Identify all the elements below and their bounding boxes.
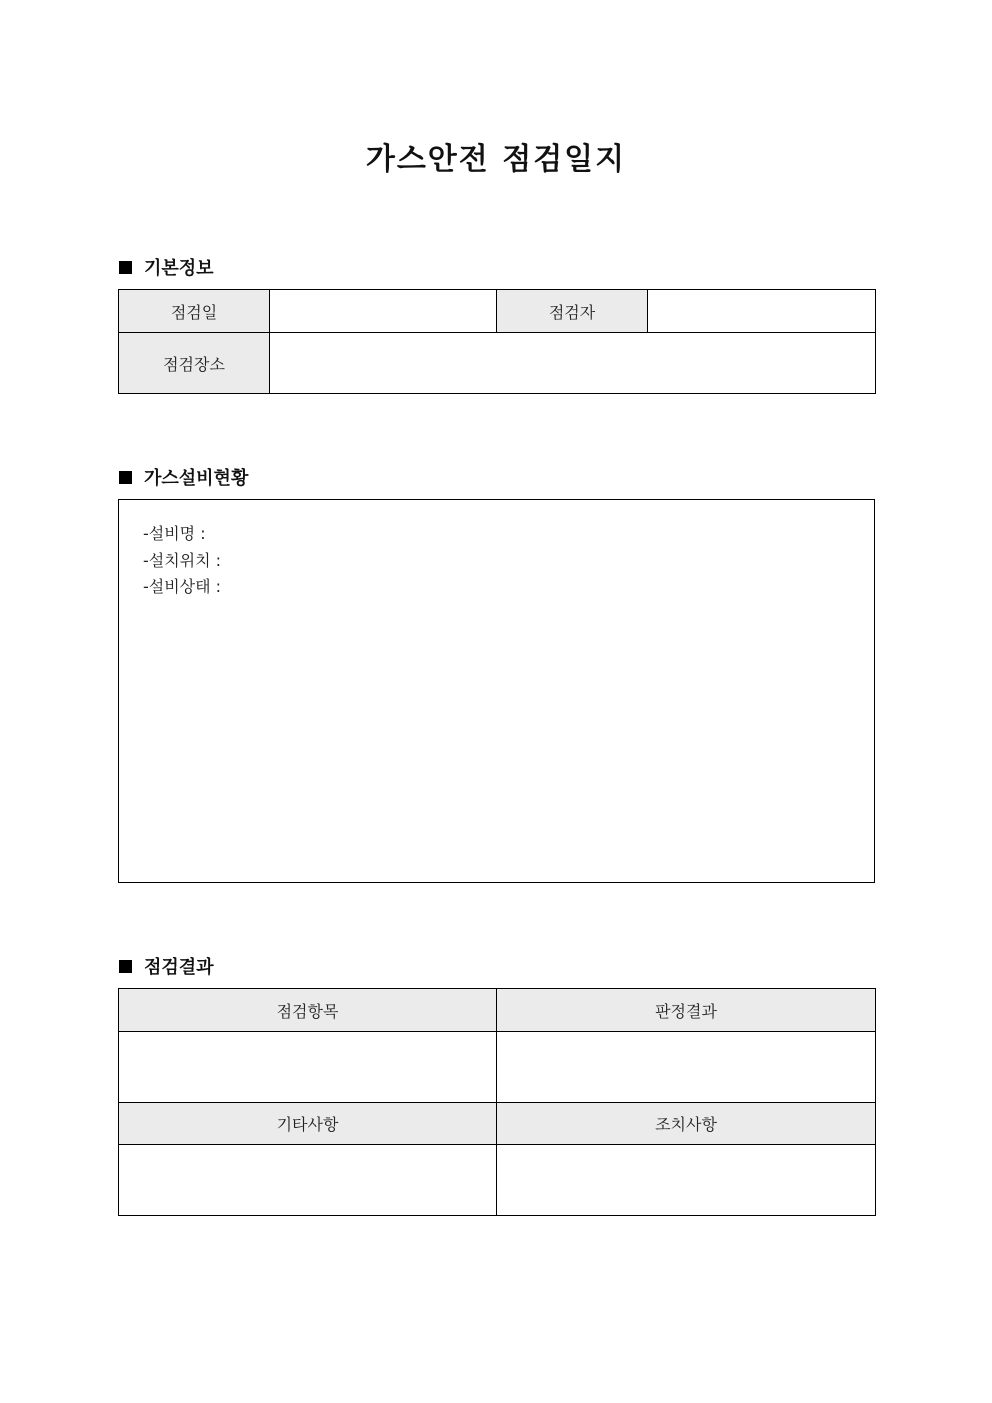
square-bullet-icon bbox=[119, 960, 132, 973]
page-title: 가스안전 점검일지 bbox=[365, 142, 627, 177]
inspection-date-field[interactable] bbox=[270, 290, 497, 333]
install-location-line: -설치위치 : bbox=[143, 551, 222, 570]
section-inspection-result-heading bbox=[119, 953, 214, 979]
judgment-result-header: 판정결과 bbox=[497, 989, 876, 1032]
inspection-date-label: 점검일 bbox=[119, 290, 270, 333]
section-title: 기본정보 bbox=[144, 258, 214, 279]
gas-equipment-box[interactable] bbox=[118, 499, 875, 883]
equipment-status-line: -설비상태 : bbox=[143, 577, 222, 596]
section-title: 가스설비현황 bbox=[144, 468, 249, 489]
square-bullet-icon bbox=[119, 261, 132, 274]
section-gas-equipment-heading bbox=[119, 464, 248, 490]
inspection-result-table bbox=[118, 988, 876, 1216]
inspection-items-header: 점검항목 bbox=[119, 989, 497, 1032]
inspector-field[interactable] bbox=[648, 290, 876, 333]
inspection-place-field[interactable] bbox=[270, 333, 876, 394]
section-basic-info-heading bbox=[119, 254, 214, 280]
inspection-place-label: 점검장소 bbox=[119, 333, 270, 394]
inspector-label: 점검자 bbox=[497, 290, 648, 333]
actions-taken-header: 조치사항 bbox=[497, 1103, 876, 1145]
judgment-result-field[interactable] bbox=[497, 1032, 876, 1103]
actions-taken-field[interactable] bbox=[497, 1145, 876, 1216]
equipment-name-line: -설비명 : bbox=[143, 524, 206, 543]
basic-info-table bbox=[118, 289, 876, 394]
inspection-items-field[interactable] bbox=[119, 1032, 497, 1103]
other-notes-header: 기타사항 bbox=[119, 1103, 497, 1145]
square-bullet-icon bbox=[119, 471, 132, 484]
other-notes-field[interactable] bbox=[119, 1145, 497, 1216]
section-title: 점검결과 bbox=[144, 957, 214, 978]
